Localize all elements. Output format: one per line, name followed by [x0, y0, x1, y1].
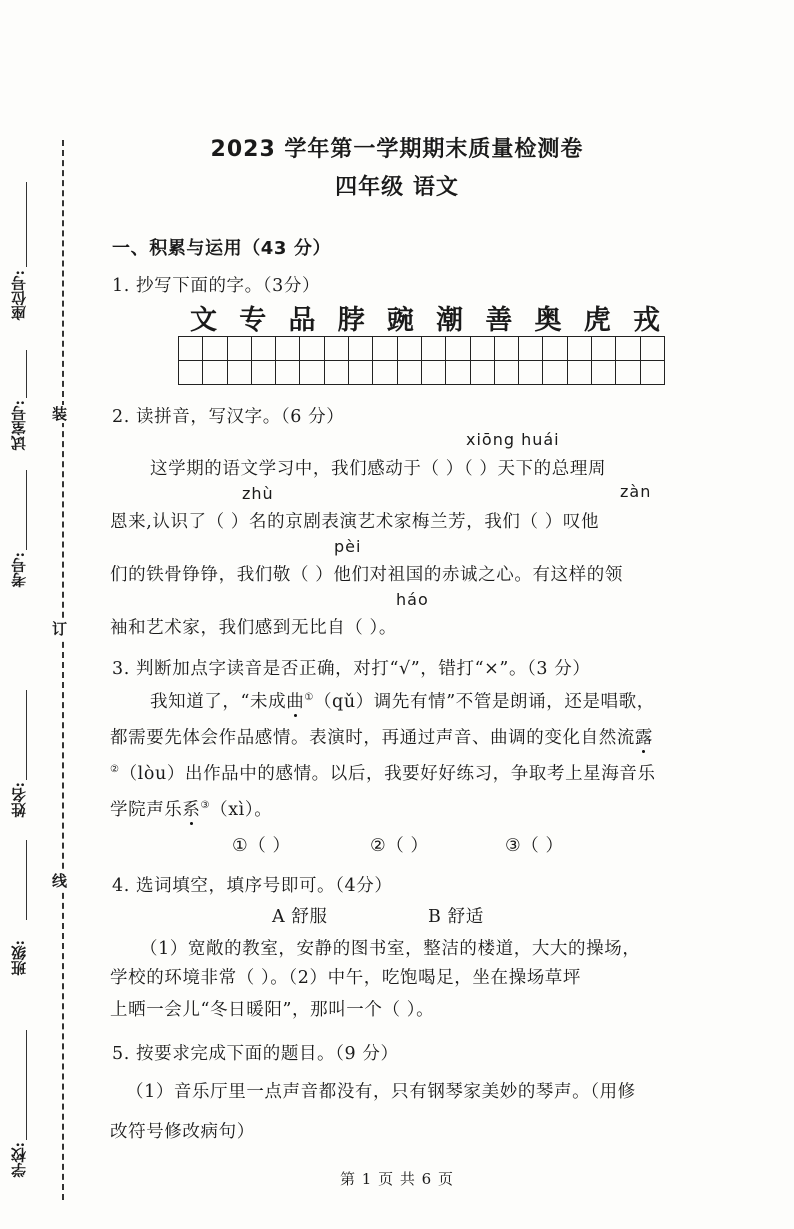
grid-cell[interactable]: [228, 337, 252, 361]
grid-cell[interactable]: [203, 361, 227, 385]
q1-char: 善: [485, 305, 513, 336]
grid-cell[interactable]: [398, 361, 422, 385]
grid-cell[interactable]: [373, 361, 397, 385]
school-line[interactable]: [26, 1030, 27, 1140]
q1-char: 戎: [632, 305, 660, 336]
q3-line-2: [110, 724, 653, 749]
q3-text: （qǔ）调先有情”不管是朗诵，还是唱歌，: [313, 692, 655, 712]
q4-line-1: （1）宽敞的教室，安静的图书室，整洁的楼道，大大的操场，: [140, 939, 641, 959]
name-line[interactable]: [26, 690, 27, 780]
grid-cell[interactable]: [495, 361, 519, 385]
q2-pinyin-zhu: zhù: [242, 484, 274, 503]
grid-cell[interactable]: [592, 361, 616, 385]
q2-prompt: 2. 读拼音，写汉字。（6 分）: [112, 407, 345, 427]
grid-cell[interactable]: [446, 337, 470, 361]
q3-line-4: [110, 796, 272, 821]
grid-cell[interactable]: [446, 361, 470, 385]
q4-option-b: B 舒适: [428, 907, 484, 927]
q3-mark-1: ①: [304, 692, 314, 704]
q3-dotted-char-3: 系: [182, 800, 201, 820]
exam-number-line[interactable]: [26, 470, 27, 550]
q2-pinyin-zan: zàn: [620, 482, 652, 501]
grid-cell[interactable]: [592, 337, 616, 361]
q1-copy-characters: [190, 298, 660, 337]
q3-answer-1[interactable]: ①（ ）: [232, 836, 291, 856]
q3-prompt: 3. 判断加点字读音是否正确，对打“√”，错打“×”。（3 分）: [112, 659, 591, 679]
q4-prompt: 4. 选词填空，填序号即可。（4分）: [112, 876, 393, 896]
grid-cell[interactable]: [543, 337, 567, 361]
school-label: 学校:: [10, 1142, 28, 1178]
grid-cell[interactable]: [495, 337, 519, 361]
q1-char: 脖: [337, 305, 365, 336]
grid-cell[interactable]: [373, 337, 397, 361]
room-number-label: 试室号:: [10, 400, 28, 451]
grid-cell[interactable]: [422, 337, 446, 361]
grid-cell[interactable]: [252, 361, 276, 385]
class-line[interactable]: [26, 840, 27, 920]
grid-cell[interactable]: [641, 361, 665, 385]
grid-cell[interactable]: [398, 337, 422, 361]
grid-cell[interactable]: [519, 361, 543, 385]
q3-dotted-char-2: 露: [634, 728, 654, 748]
q3-line-1: [150, 688, 655, 713]
q3-line-3: [110, 760, 656, 785]
binding-dashed-line: [62, 140, 64, 1200]
grid-cell[interactable]: [616, 361, 640, 385]
q4-line-2: 学校的环境非常（ ）。（2）中午，吃饱喝足，坐在操场草坪: [110, 968, 581, 988]
q3-text: （xì）。: [210, 800, 273, 820]
q3-answer-2[interactable]: ②（ ）: [370, 836, 429, 856]
q1-char: 虎: [583, 305, 611, 336]
grid-cell[interactable]: [641, 337, 665, 361]
grid-cell[interactable]: [543, 361, 567, 385]
q1-char: 豌: [386, 305, 414, 336]
q3-text: 都需要先体会作品感情。表演时，再通过声音、曲调的变化自然流: [110, 728, 635, 748]
q3-mark-3: ③: [200, 800, 211, 812]
exam-subtitle: 四年级 语文: [335, 175, 459, 200]
binding-word-ding: 订: [52, 620, 68, 638]
exam-title: 2023 学年第一学期期末质量检测卷: [210, 137, 584, 162]
q1-char: 品: [288, 305, 316, 336]
q3-text: 学院声乐: [110, 800, 183, 820]
seat-number-label: 座位号:: [10, 270, 28, 321]
q5-prompt: 5. 按要求完成下面的题目。（9 分）: [112, 1044, 399, 1064]
page-footer: 第 1 页 共 6 页: [340, 1170, 454, 1188]
grid-cell[interactable]: [179, 361, 203, 385]
q5-line-1: （1）音乐厅里一点声音都没有，只有钢琴家美妙的琴声。（用修: [126, 1082, 636, 1102]
q4-line-3: 上晒一会儿“冬日暖阳”，那叫一个（ ）。: [110, 1000, 435, 1020]
grid-cell[interactable]: [519, 337, 543, 361]
q3-dotted-char-1: 曲: [286, 692, 305, 712]
grid-cell[interactable]: [203, 337, 227, 361]
grid-cell[interactable]: [276, 337, 300, 361]
q1-writing-grid[interactable]: [178, 336, 665, 385]
grid-cell[interactable]: [252, 337, 276, 361]
room-number-line[interactable]: [26, 350, 27, 398]
grid-cell[interactable]: [349, 337, 373, 361]
grid-cell[interactable]: [568, 337, 592, 361]
section-1-title: 一、积累与运用（43 分）: [112, 238, 332, 259]
q5-line-2: 改符号修改病句）: [110, 1122, 255, 1142]
q2-pinyin-pei: pèi: [334, 537, 362, 556]
grid-cell[interactable]: [276, 361, 300, 385]
exam-number-label: 考号:: [10, 552, 28, 588]
grid-cell[interactable]: [471, 337, 495, 361]
grid-cell[interactable]: [179, 337, 203, 361]
binding-word-xian: 线: [52, 872, 68, 890]
q2-line-2: 恩来,认识了（ ）名的京剧表演艺术家梅兰芳，我们（ ）叹他: [110, 512, 600, 532]
grid-cell[interactable]: [422, 361, 446, 385]
grid-cell[interactable]: [325, 361, 349, 385]
q1-char: 潮: [436, 305, 464, 336]
q2-pinyin-hao: háo: [396, 590, 429, 609]
grid-cell[interactable]: [349, 361, 373, 385]
binding-word-zhuang: 装: [52, 405, 68, 423]
q1-char: 文: [190, 305, 217, 336]
q2-line-1: 这学期的语文学习中，我们感动于（ ）（ ）天下的总理周: [150, 459, 607, 479]
name-label: 姓名:: [10, 782, 28, 818]
q3-text: （lòu）出作品中的感情。以后，我要好好练习，争取考上星海音乐: [119, 764, 656, 784]
q3-mark-2: ②: [110, 764, 120, 776]
q2-line-3: 们的铁骨铮铮，我们敬（ ）他们对祖国的赤诚之心。有这样的领: [110, 565, 623, 585]
q1-prompt: 1. 抄写下面的字。（3分）: [112, 276, 321, 296]
grid-cell[interactable]: [568, 361, 592, 385]
q2-pinyin-xionghuai: xiōng huái: [466, 430, 560, 449]
grid-cell[interactable]: [300, 361, 324, 385]
q4-option-a: A 舒服: [272, 907, 328, 927]
q1-char: 专: [239, 305, 267, 336]
q2-line-4: 袖和艺术家，我们感到无比自（ ）。: [110, 618, 398, 638]
grid-cell[interactable]: [325, 337, 349, 361]
grid-cell[interactable]: [616, 337, 640, 361]
class-label: 班级:: [10, 940, 28, 976]
grid-cell[interactable]: [228, 361, 252, 385]
q3-answer-3[interactable]: ③（ ）: [505, 836, 564, 856]
grid-cell[interactable]: [300, 337, 324, 361]
q1-char: 奥: [534, 305, 562, 336]
q3-text: 我知道了，“未成: [150, 692, 287, 712]
grid-cell[interactable]: [471, 361, 495, 385]
